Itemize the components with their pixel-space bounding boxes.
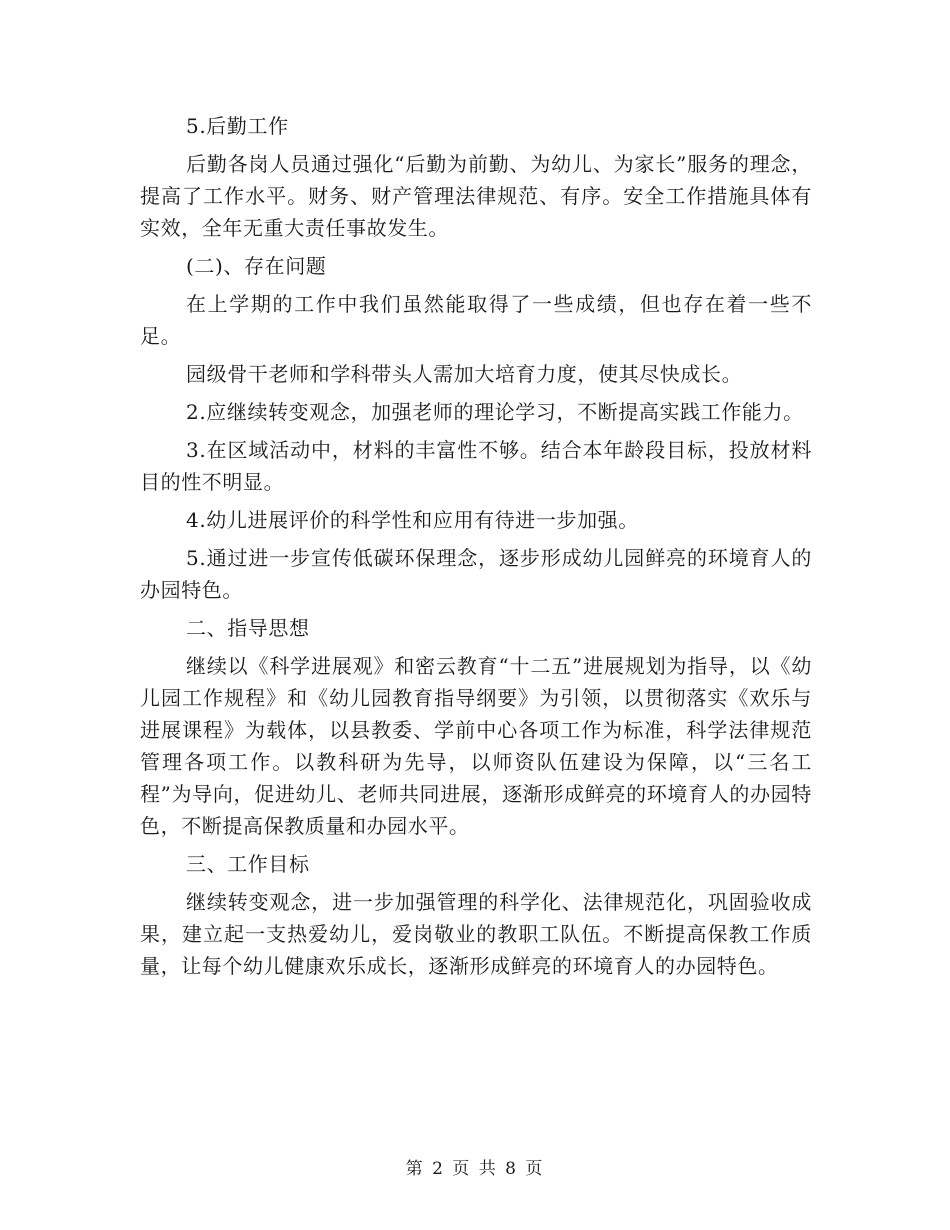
page-number-footer: 第 2 页 共 8 页 <box>405 1159 545 1179</box>
section-heading-logistics: 5.后勤工作 <box>186 114 289 138</box>
problem-item-3: 3.在区域活动中，材料的丰富性不够。结合本年龄段目标，投放材料目的性不明显。 <box>140 438 812 494</box>
paragraph-work-goals: 继续转变观念，进一步加强管理的科学化、法律规范化，巩固验收成果，建立起一支热爱幼儿，爱岗敬业的教职工队伍。不断提高保教工作质量，让每个幼儿健康欢乐成长，逐渐形成鲜亮的环境育人的办园特色。 <box>140 890 812 978</box>
paragraph-logistics: 后勤各岗人员通过强化“后勤为前勤、为幼儿、为家长”服务的理念，提高了工作水平。财务、财产管理法律规范、有序。安全工作措施具体有实效，全年无重大责任事故发生。 <box>140 152 812 240</box>
document-body <box>140 110 812 988</box>
problem-item-1: 园级骨干老师和学科带头人需加大培育力度，使其尽快成长。 <box>186 362 743 386</box>
paragraph-guiding-ideology: 继续以《科学进展观》和密云教育“十二五”进展规划为指导，以《幼儿园工作规程》和《幼儿园教育指导纲要》为引领，以贯彻落实《欢乐与进展课程》为载体，以县教委、学前中心各项工作为标准，科学法律规范管理各项工作。以教科研为先导，以师资队伍建设为保障，以“三名工程”为导向，促进幼儿、老师共同进展，逐渐形成鲜亮的环境育人的办园特色，不断提高保教质量和办园水平。 <box>140 654 812 838</box>
problem-item-2: 2.应继续转变观念，加强老师的理论学习，不断提高实践工作能力。 <box>186 400 804 424</box>
problem-item-4: 4.幼儿进展评价的科学性和应用有待进一步加强。 <box>186 508 639 532</box>
paragraph-problems-intro: 在上学期的工作中我们虽然能取得了一些成绩，但也存在着一些不足。 <box>140 292 812 348</box>
section-heading-work-goals: 三、工作目标 <box>186 852 310 876</box>
section-heading-guiding-ideology: 二、指导思想 <box>186 616 310 640</box>
problem-item-5: 5.通过进一步宣传低碳环保理念，逐步形成幼儿园鲜亮的环境育人的办园特色。 <box>140 546 812 602</box>
section-heading-problems: (二)、存在问题 <box>186 254 327 278</box>
